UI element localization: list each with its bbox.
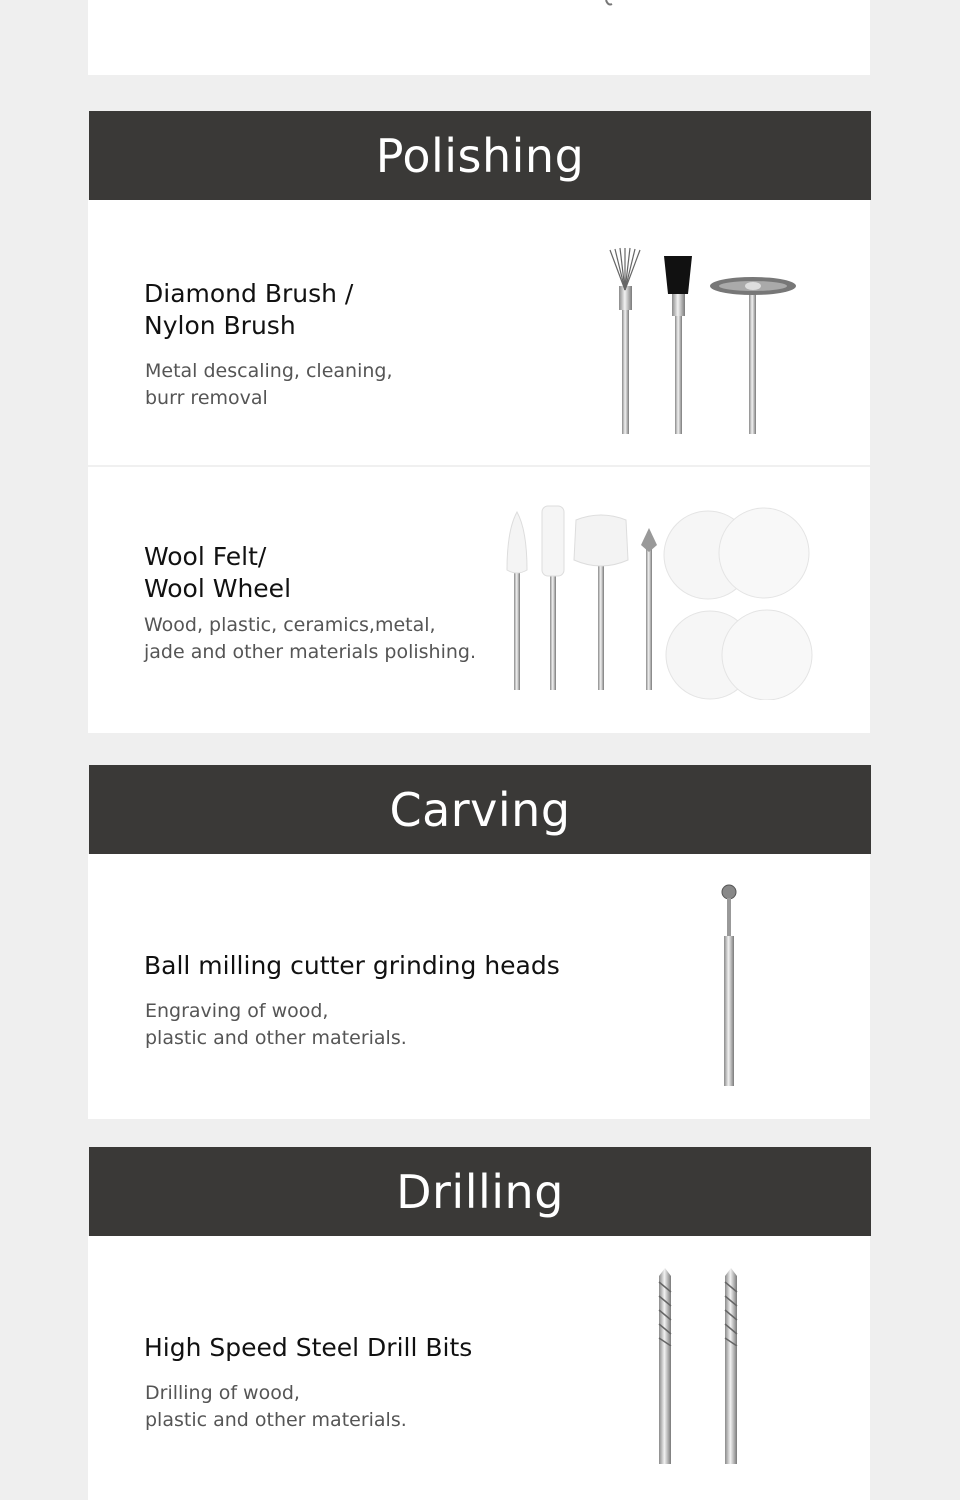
- item-description: [145, 1380, 407, 1434]
- desc-line: plastic and other materials.: [145, 1409, 407, 1431]
- desc-line: burr removal: [145, 387, 268, 409]
- desc-line: Engraving of wood,: [145, 1000, 329, 1022]
- wire-brush-bits-icon: [598, 246, 808, 438]
- title-line: Wool Felt/: [144, 542, 267, 571]
- item-title: [144, 1332, 472, 1364]
- item-title: [144, 278, 353, 342]
- title-line: Nylon Brush: [144, 311, 296, 340]
- title-line: Diamond Brush /: [144, 279, 354, 308]
- section-heading-carving: Carving: [89, 765, 871, 854]
- ball-cutter-bit-icon: [712, 880, 746, 1092]
- item-description: [144, 612, 476, 666]
- desc-line: Wood, plastic, ceramics,metal,: [144, 614, 436, 636]
- item-title: [144, 950, 560, 982]
- item-description: [145, 358, 393, 412]
- title-line: High Speed Steel Drill Bits: [144, 1333, 473, 1362]
- wool-felt-bits-icon: [500, 500, 818, 700]
- product-card-drill-bits: [88, 1236, 870, 1500]
- section-heading-drilling: Drilling: [89, 1147, 871, 1236]
- drill-bits-icon: [648, 1266, 748, 1468]
- desc-line: Metal descaling, cleaning,: [145, 360, 393, 382]
- previous-card: [88, 0, 870, 75]
- item-title: [144, 541, 291, 605]
- desc-line: jade and other materials polishing.: [144, 641, 476, 663]
- title-line: Ball milling cutter grinding heads: [144, 951, 560, 980]
- title-line: Wool Wheel: [144, 574, 292, 603]
- tool-tip-icon: [600, 0, 620, 8]
- desc-line: plastic and other materials.: [145, 1027, 407, 1049]
- product-card-ball-cutter: [88, 854, 870, 1119]
- item-description: [145, 998, 407, 1052]
- desc-line: Drilling of wood,: [145, 1382, 300, 1404]
- section-heading-polishing: Polishing: [89, 111, 871, 200]
